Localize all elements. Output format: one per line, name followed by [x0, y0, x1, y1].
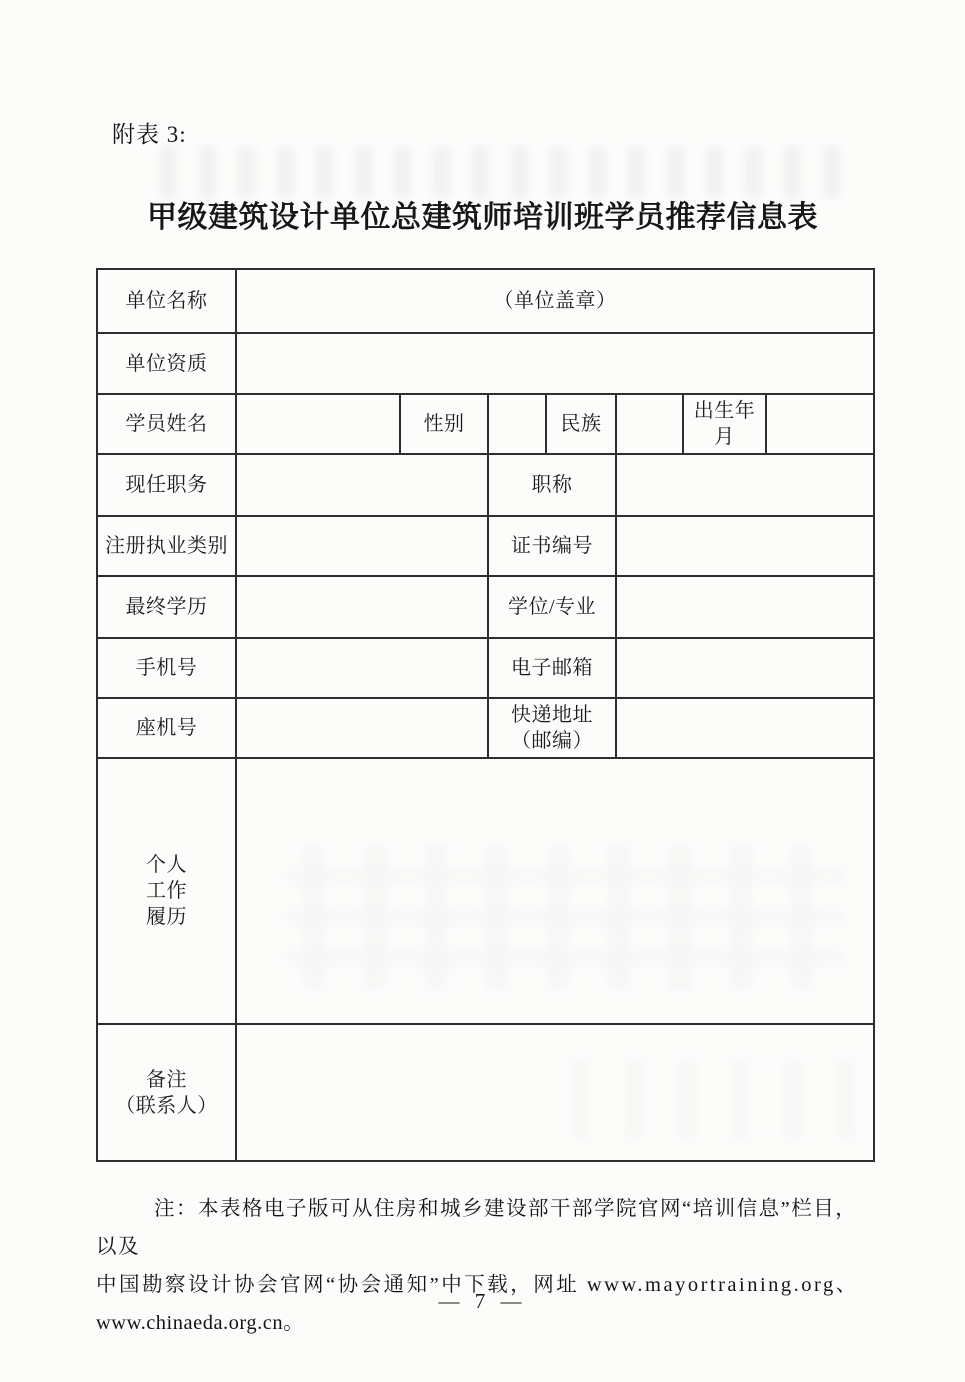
current-position-value-cell: [236, 454, 488, 516]
student-name-label: 学员姓名: [97, 394, 236, 454]
work-history-label: [97, 758, 236, 1024]
form-title: 甲级建筑设计单位总建筑师培训班学员推荐信息表: [147, 201, 818, 234]
student-name-value-cell: [236, 394, 400, 454]
unit-name-value-cell: （单位盖章）: [236, 269, 874, 333]
express-address-label-line: 快递地址: [511, 704, 593, 726]
professional-title-label: 职称: [488, 454, 616, 516]
express-address-label: [488, 698, 616, 758]
final-education-label: 最终学历: [97, 576, 236, 638]
recommendation-info-table: [96, 268, 875, 1162]
work-history-label-line: 工作: [146, 880, 187, 902]
ethnicity-value-cell: [616, 394, 683, 454]
remarks-label-line: 备注: [146, 1068, 187, 1091]
mobile-label: 手机号: [97, 638, 236, 698]
table-row: [97, 638, 874, 698]
final-education-value-cell: [236, 576, 488, 638]
unit-qualification-label: 单位资质: [97, 333, 236, 394]
work-history-label-line: 履历: [146, 906, 187, 928]
express-address-value-cell: [616, 698, 874, 758]
remarks-label-line: （联系人）: [115, 1094, 218, 1117]
mobile-value-cell: [236, 638, 488, 698]
table-row: [97, 454, 874, 516]
remarks-value-cell: [236, 1024, 874, 1161]
table-row: [97, 333, 874, 394]
scan-bleedthrough-artifact: [150, 147, 850, 197]
table-row: [97, 269, 874, 333]
unit-name-label: 单位名称: [97, 269, 236, 333]
email-label: 电子邮箱: [488, 638, 616, 698]
table-row: [97, 576, 874, 638]
registration-type-value-cell: [236, 516, 488, 576]
footnote-line: 中国勘察设计协会官网“协会通知”中下载，网址 www.mayortraining.org、: [96, 1274, 859, 1296]
footnote-line: 注：本表格电子版可从住房和城乡建设部干部学院官网“培训信息”栏目，以及: [96, 1198, 858, 1258]
certificate-no-value-cell: [616, 516, 874, 576]
remarks-label: [97, 1024, 236, 1161]
landline-value-cell: [236, 698, 488, 758]
gender-label: 性别: [400, 394, 488, 454]
express-address-label-line: （邮编）: [511, 730, 593, 752]
table-row: [97, 394, 874, 454]
table-row: [97, 516, 874, 576]
table-row: [97, 698, 874, 758]
professional-title-value-cell: [616, 454, 874, 516]
certificate-no-label: 证书编号: [488, 516, 616, 576]
work-history-label-line: 个人: [146, 854, 187, 876]
current-position-label: 现任职务: [97, 454, 236, 516]
degree-major-label: 学位/专业: [488, 576, 616, 638]
birth-date-value-cell: [766, 394, 874, 454]
registration-type-label: 注册执业类别: [97, 516, 236, 576]
email-value-cell: [616, 638, 874, 698]
work-history-value-cell: [236, 758, 874, 1024]
footnote: [96, 1190, 875, 1342]
birth-date-label: 出生年月: [683, 394, 766, 454]
gender-value-cell: [488, 394, 546, 454]
table-row: [97, 758, 874, 1024]
appendix-label: 附表 3:: [112, 122, 187, 147]
degree-major-value-cell: [616, 576, 874, 638]
landline-label: 座机号: [97, 698, 236, 758]
ethnicity-label: 民族: [546, 394, 616, 454]
footnote-line: www.chinaeda.org.cn。: [96, 1312, 305, 1334]
unit-qualification-value-cell: [236, 333, 874, 394]
table-row: [97, 1024, 874, 1161]
page-number: — 7 —: [438, 1289, 527, 1313]
